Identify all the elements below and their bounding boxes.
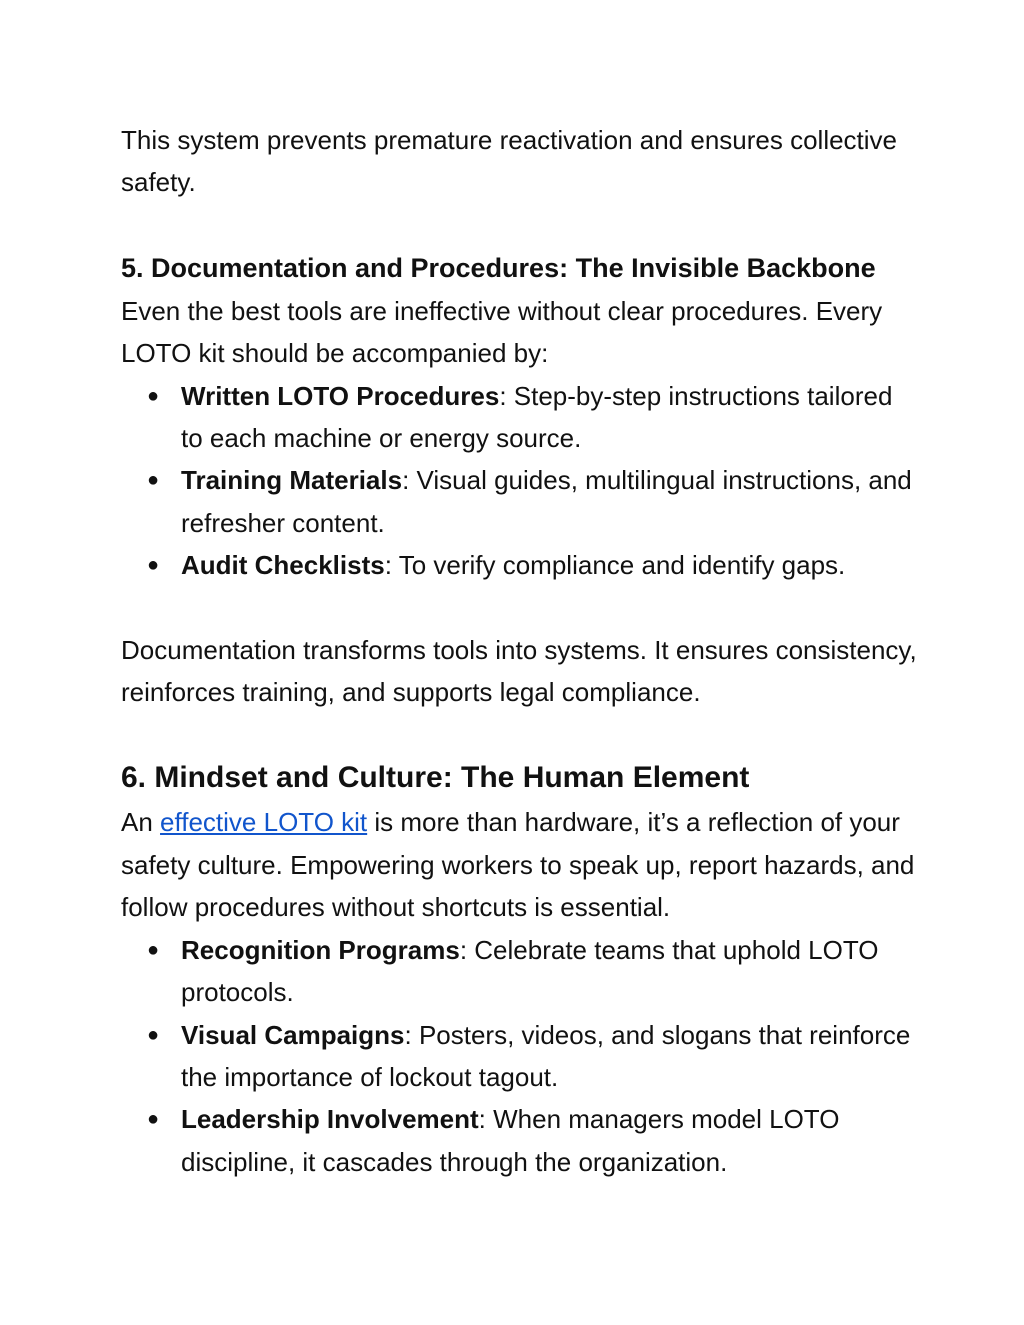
list-item	[147, 929, 921, 1014]
list-item-term: Audit Checklists	[181, 550, 385, 581]
bullet-icon: ●	[147, 1023, 160, 1046]
spacer	[121, 713, 921, 755]
list-item	[147, 1014, 921, 1099]
list-item-term: Visual Campaigns	[181, 1019, 405, 1050]
list-item-desc: : Step-by-step instructions tailored to each machine or energy source.	[181, 380, 893, 454]
section-5-heading: 5. Documentation and Procedures: The Invisible Backbone	[121, 252, 876, 283]
list-item-desc: : When managers model LOTO discipline, it cascades through the organization.	[181, 1104, 840, 1177]
effective-loto-kit-link[interactable]: effective LOTO kit	[160, 807, 368, 838]
bullet-icon: ●	[147, 554, 160, 577]
bullet-icon: ●	[147, 938, 160, 961]
section-5-closing: Documentation transforms tools into systems. It ensures consistency, reinforces training, and supports legal compliance.	[121, 634, 917, 708]
list-item-desc: : To verify compliance and identify gaps.	[384, 550, 846, 581]
section-5-lead: Even the best tools are ineffective without clear procedures. Every LOTO kit should be accompanied by:	[121, 295, 883, 369]
list-item-term: Written LOTO Procedures	[181, 380, 500, 411]
section-6-list	[121, 929, 921, 1183]
section-5-list	[121, 375, 921, 587]
section-6-lead	[121, 801, 921, 928]
section-6-heading: 6. Mindset and Culture: The Human Element	[121, 761, 750, 795]
spacer	[121, 204, 921, 246]
list-item-term: Leadership Involvement	[181, 1104, 479, 1135]
document-page	[121, 119, 921, 1183]
bullet-icon: ●	[147, 1108, 160, 1131]
bullet-icon: ●	[147, 384, 160, 407]
list-item	[147, 1098, 921, 1183]
list-item-desc: : Visual guides, multilingual instructions, and refresher content.	[181, 465, 912, 538]
list-item-term: Recognition Programs	[181, 934, 460, 965]
section-6-lead-prefix: An	[121, 807, 161, 838]
list-item	[147, 459, 921, 544]
spacer	[121, 587, 921, 629]
intro-paragraph: This system prevents premature reactivation and ensures collective safety.	[121, 125, 898, 198]
list-item	[147, 375, 921, 460]
list-item-desc: : Posters, videos, and slogans that reinforce the importance of lockout tagout.	[181, 1019, 911, 1092]
list-item-term: Training Materials	[181, 465, 403, 496]
list-item-desc: : Celebrate teams that uphold LOTO protocols.	[181, 934, 879, 1008]
list-item	[147, 544, 921, 586]
bullet-icon: ●	[147, 469, 160, 492]
section-6-lead-suffix: is more than hardware, it’s a reflection of your safety culture. Empowering workers to speak up, report hazards, and follow procedures without shortcuts is essential.	[121, 807, 915, 923]
